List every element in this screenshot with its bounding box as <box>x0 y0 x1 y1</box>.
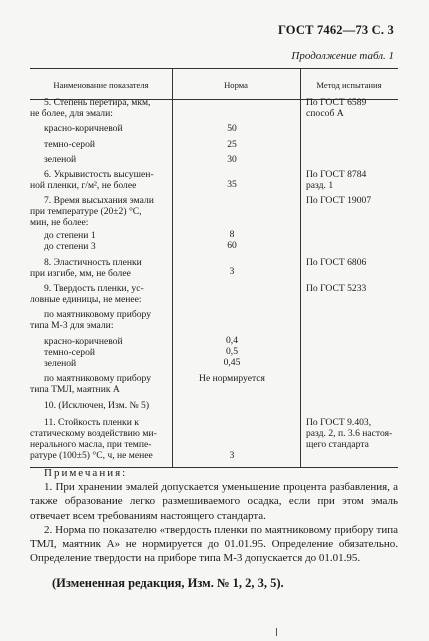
row-9a-norm: 0,4 <box>226 335 238 346</box>
page-mark <box>276 628 277 636</box>
row-7-name-line2: при температуре (20±2) °С, <box>30 206 142 217</box>
row-11-name-line4: ратуре (100±5) °С, ч, не менее <box>30 450 153 461</box>
note-2: 2. Норма по показателю «твердость пленки по маятниковому прибору типа ТМЛ, маятник А» не нормируется до 01.01.95. Определение обязательно. Определение твердости на приборе типа М-3 допускается до 01.01.95. <box>30 523 398 565</box>
row-6-norm: 35 <box>227 179 237 190</box>
row-6-method-line1: По ГОСТ 8784 <box>306 169 367 180</box>
column-header-norm: Норма <box>224 80 248 90</box>
row-9a-name: красно-коричневой <box>44 336 123 347</box>
row-9-m3-line2: типа М-3 для эмали: <box>30 320 114 331</box>
row-7-name-line1: 7. Время высыхания эмали <box>44 195 154 206</box>
row-7-method: По ГОСТ 19007 <box>306 195 372 206</box>
row-11-name-line1: 11. Стойкость пленки к <box>44 417 139 428</box>
row-5-name-line2: не более, для эмали: <box>30 108 113 119</box>
row-6-name-line1: 6. Укрывистость высушен- <box>44 169 154 180</box>
row-7a-name: до степени 1 <box>44 230 96 241</box>
row-6-method-line2: разд. 1 <box>306 180 334 191</box>
row-9-name-line2: ловные единицы, не менее: <box>30 294 142 305</box>
row-5a-norm: 50 <box>227 123 237 134</box>
revision-note: (Измененная редакция, Изм. № 1, 2, 3, 5). <box>52 576 284 590</box>
row-5a-name: красно-коричневой <box>44 123 123 134</box>
row-9-tml-norm: Не нормируется <box>199 373 265 384</box>
specification-table <box>30 68 398 468</box>
row-9b-name: темно-серой <box>44 347 96 358</box>
row-8-method: По ГОСТ 6806 <box>306 257 367 268</box>
row-8-name-line1: 8. Эластичность пленки <box>44 257 142 268</box>
row-11-norm: 3 <box>229 450 235 461</box>
row-5c-norm: 30 <box>227 154 237 165</box>
row-9-m3-line1: по маятниковому прибору <box>44 309 151 320</box>
row-7b-name: до степени 3 <box>44 241 96 252</box>
row-7-name-line3: мин, не более: <box>30 217 89 228</box>
row-11-name-line2: статическому воздействию ми- <box>30 428 157 439</box>
row-7a-norm: 8 <box>229 229 235 240</box>
page-header: ГОСТ 7462—73 С. 3 <box>277 23 394 37</box>
column-header-indicator: Наименование показателя <box>53 80 149 90</box>
row-11-method-line3: щего стандарта <box>306 439 369 450</box>
row-9-tml-line2: типа ТМЛ, маятник А <box>30 384 120 395</box>
row-5b-name: темно-серой <box>44 139 96 150</box>
table-top-rule <box>30 68 398 69</box>
row-9-tml-line1: по маятниковому прибору <box>44 373 151 384</box>
row-5b-norm: 25 <box>227 139 237 150</box>
table-column-divider <box>300 68 301 468</box>
row-9c-name: зеленой <box>44 358 77 369</box>
row-11-method-line2: разд. 2, п. 3.6 настоя- <box>306 428 393 439</box>
row-11-name-line3: нерального масла, при темпе- <box>30 439 152 450</box>
row-5-method-line2: способ А <box>306 108 344 119</box>
row-9b-norm: 0,5 <box>226 346 238 357</box>
table-continuation-label: Продолжение табл. 1 <box>291 50 394 62</box>
row-9c-norm: 0,45 <box>223 357 241 368</box>
row-6-name-line2: ной пленки, г/м², не более <box>30 180 137 191</box>
row-5-name-line1: 5. Степень перетира, мкм, <box>44 97 151 108</box>
row-5-method-line1: По ГОСТ 6589 <box>306 97 367 108</box>
row-8-norm: 3 <box>229 266 235 277</box>
row-10-excluded: 10. (Исключен, Изм. № 5) <box>44 400 150 411</box>
notes-section <box>30 466 398 565</box>
row-7b-norm: 60 <box>227 240 237 251</box>
column-header-method: Метод испытания <box>316 80 382 90</box>
notes-title: Примечания: <box>44 467 128 479</box>
row-9-name-line1: 9. Твердость пленки, ус- <box>44 283 144 294</box>
note-1: 1. При хранении эмалей допускается уменьшение процента разбавления, а также образование легко размешиваемого осадка, если при этом эмаль отвечает всем требованиям настоящего стандарта. <box>30 481 398 522</box>
row-5c-name: зеленой <box>44 154 77 165</box>
row-9-method: По ГОСТ 5233 <box>306 283 367 294</box>
row-8-name-line2: при изгибе, мм, не более <box>30 268 131 279</box>
row-11-method-line1: По ГОСТ 9.403, <box>306 417 372 428</box>
